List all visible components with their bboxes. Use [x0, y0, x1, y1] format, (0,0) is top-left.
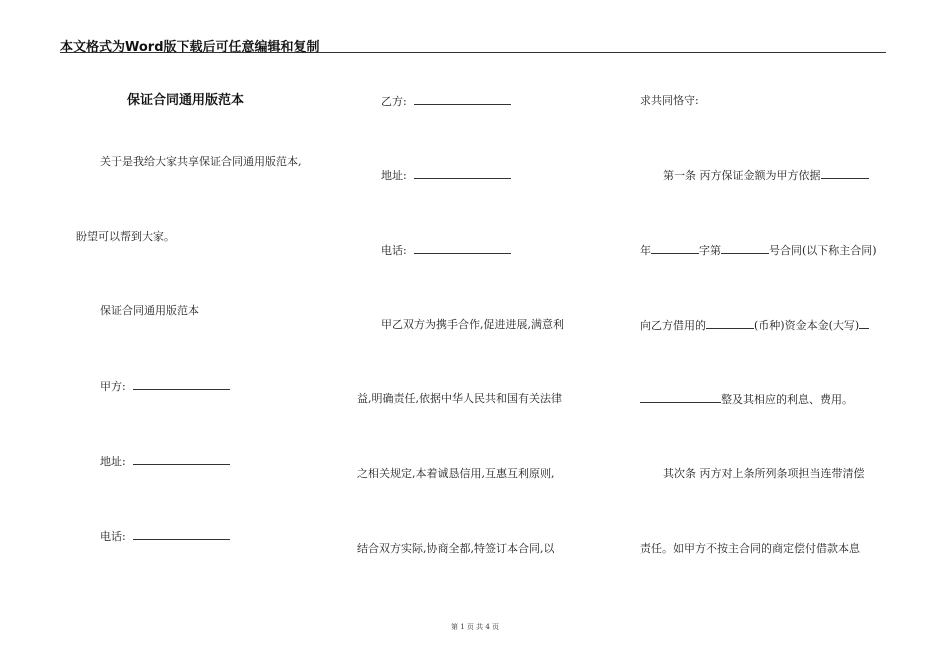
- amount-blank-start: [859, 318, 869, 329]
- amount-text: 整及其相应的利息、费用。: [721, 393, 853, 406]
- currency-label: (币种)资金本金(大写): [754, 319, 860, 332]
- article-1-blank: [821, 168, 869, 179]
- party-a-address-line: [100, 454, 230, 469]
- col3-line-1: 求共同恪守:: [640, 94, 699, 107]
- party-b-phone-label: 电话:: [381, 244, 407, 257]
- word-no-blank: [721, 243, 769, 254]
- party-b-address-blank: [414, 168, 511, 179]
- paragraph-line-1: 甲乙双方为携手合作,促进进展,满意利: [381, 318, 564, 331]
- intro-line-2: 盼望可以帮到大家。: [76, 230, 175, 243]
- party-b-phone-line: [381, 243, 511, 258]
- article-2-line-2: 责任。如甲方不按主合同的商定偿付借款本息: [640, 542, 860, 555]
- party-a-address-blank: [133, 454, 230, 465]
- party-b-address-label: 地址:: [381, 169, 407, 182]
- document-title: 保证合同通用版范本: [127, 93, 245, 108]
- contract-no-label: 号合同(以下称主合同): [769, 244, 877, 257]
- page-footer: 第 1 页 共 4 页: [450, 623, 500, 631]
- intro-line-1: 关于是我给大家共享保证合同通用版范本,: [100, 155, 302, 168]
- header-divider: [60, 52, 886, 53]
- party-a-phone-label: 电话:: [100, 530, 126, 543]
- year-blank: [651, 243, 699, 254]
- currency-blank: [706, 318, 754, 329]
- party-b-phone-blank: [414, 243, 511, 254]
- party-b-blank: [414, 94, 511, 105]
- party-b-label: 乙方:: [381, 95, 407, 108]
- principal-line: [640, 318, 869, 333]
- article-1-text: 第一条 丙方保证金额为甲方依据: [663, 169, 821, 182]
- party-a-address-label: 地址:: [100, 455, 126, 468]
- party-a-phone-line: [100, 529, 230, 544]
- paragraph-line-2: 益,明确责任,依据中华人民共和国有关法律: [357, 392, 562, 405]
- amount-blank: [640, 392, 721, 403]
- contract-number-line: [640, 243, 877, 258]
- year-label: 年: [640, 244, 651, 257]
- party-b-address-line: [381, 168, 511, 183]
- word-no-label: 字第: [699, 244, 721, 257]
- borrowed-label: 向乙方借用的: [640, 319, 706, 332]
- amount-line: [640, 392, 853, 407]
- subtitle: 保证合同通用版范本: [100, 304, 199, 317]
- paragraph-line-4: 结合双方实际,协商全都,特签订本合同,以: [357, 542, 555, 555]
- party-b-line: [381, 94, 511, 109]
- paragraph-line-3: 之相关规定,本着诚恳信用,互惠互利原则,: [357, 467, 555, 480]
- party-a-line: [100, 379, 230, 394]
- party-a-phone-blank: [133, 529, 230, 540]
- party-a-label: 甲方:: [100, 380, 126, 393]
- article-1-line: [663, 168, 869, 183]
- party-a-blank: [133, 379, 230, 390]
- article-2-line: 其次条 丙方对上条所列条项担当连带清偿: [663, 467, 865, 480]
- document-banner: 本文格式为Word版下载后可任意编辑和复制: [60, 40, 320, 55]
